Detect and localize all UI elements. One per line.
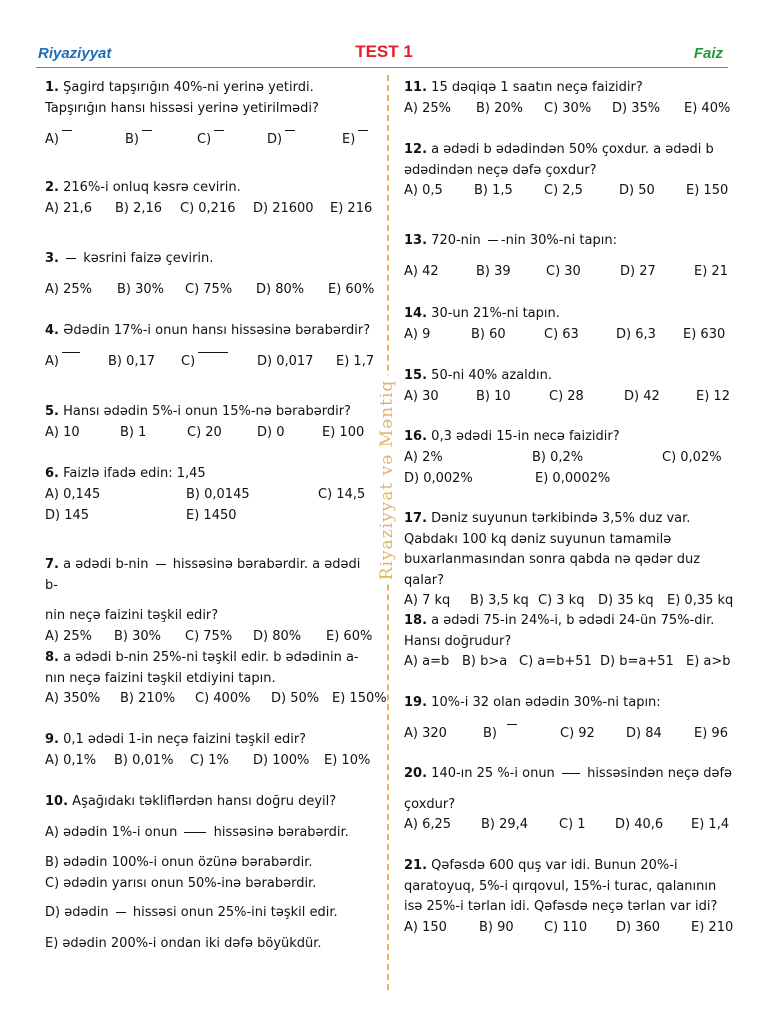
question-6: 6. Faizlə ifadə edin: 1,45 A) 0,145 B) 0,0145 C) 14,5 D) 145 E) 1450 [45,464,375,527]
option-a[interactable]: A) 2% [404,449,443,465]
option-d[interactable]: D) b=a+51 [600,654,674,669]
option-a[interactable]: A) 6,25 [404,817,452,832]
option-a[interactable]: A) 150 [404,919,447,935]
question-1: 1. Şagird tapşırığın 40%-ni yerinə yetirdi. Tapşırığın hansı hissəsi yerinə yetirilmədi? A) B) C) D) E) [45,78,375,151]
option-c[interactable]: C) 400% [195,691,251,706]
option-e[interactable]: E) 60% [328,281,375,297]
option-d[interactable]: D) ədədin hissəsi onun 25%-ini təşkil edir. [45,905,338,920]
option-b[interactable]: B) [483,724,497,745]
fraction-icon [285,130,295,131]
option-c[interactable]: C) 30% [544,100,592,116]
option-e[interactable]: E) 12 [696,388,730,404]
option-a[interactable]: A) a=b [404,654,450,669]
option-d[interactable]: D) 21600 [253,200,314,216]
option-b[interactable]: B) 60 [471,326,506,342]
option-e[interactable]: E) 10% [324,752,371,768]
option-c[interactable]: C) 14,5 [318,486,366,502]
fraction-icon [184,832,206,833]
option-a[interactable]: A) [45,352,59,373]
option-c[interactable]: C) 1% [190,752,229,768]
option-e[interactable]: E) 150% [332,691,387,706]
option-a[interactable]: A) 42 [404,263,439,279]
option-b[interactable]: B) 0,2% [532,449,584,465]
option-b[interactable]: B) 29,4 [481,817,529,832]
option-d[interactable]: D) 80% [256,281,305,297]
option-d[interactable]: D) 145 [45,507,90,523]
question-2: 2. 216%-i onluq kəsrə cevirin. A) 21,6 B) 2,16 C) 0,216 D) 21600 E) 216 [45,178,375,220]
option-a[interactable]: A) 320 [404,725,447,741]
option-c[interactable]: C) [181,352,195,373]
option-b[interactable]: B) 90 [479,919,514,935]
question-15: 15. 50-ni 40% azaldın. A) 30 B) 10 C) 28 D) 42 E) 12 [404,366,734,408]
option-e[interactable]: E) 0,0002% [535,470,611,486]
fraction-icon [62,130,72,131]
option-b[interactable]: B) [125,130,139,151]
question-11: 11. 15 dəqiqə 1 saatın neçə faizidir? A) 25% B) 20% C) 30% D) 35% E) 40% [404,78,734,120]
option-d[interactable]: D) 0,002% [404,470,473,486]
option-c[interactable]: C) 30 [546,263,581,279]
option-b[interactable]: B) 0,0145 [186,486,250,502]
question-4: 4. Ədədin 17%-i onun hansı hissəsinə bərabərdir? A) B) 0,17 C) D) 0,017 E) 1,7 [45,321,375,373]
option-d[interactable]: D) 35 kq [598,593,654,608]
option-d[interactable]: D) 50% [271,691,320,706]
option-b[interactable]: B) 1 [120,424,147,440]
option-e[interactable]: E) 1,4 [691,817,730,832]
option-e[interactable]: E) 630 [683,326,726,342]
question-14: 14. 30-un 21%-ni tapın. A) 9 B) 60 C) 63 D) 6,3 E) 630 [404,304,734,346]
question-17: 17. Dəniz suyunun tərkibində 3,5% duz var. Qabdakı 100 kq dəniz suyunun tamamilə buxarlanmasından sonra qabda nə qədər duz qalar? A) 7 kq B) 3,5 kq C) 3 kq D) 35 kq E) 0,35 kq [404,509,734,612]
option-b[interactable]: B) 3,5 kq [470,593,529,608]
option-e[interactable]: E) 150 [686,183,729,198]
option-b[interactable]: B) 0,01% [114,752,174,768]
question-18: 18. a ədədi 75-in 24%-i, b ədədi 24-ün 75%-dir. Hansı doğrudur? A) a=b B) b>a C) a=b+51 D) b=a+51 E) a>b [404,611,734,673]
option-d[interactable]: D) 6,3 [616,326,656,342]
fraction-icon [62,352,80,353]
option-e[interactable]: E) 0,35 kq [667,593,734,608]
option-c[interactable]: C) 110 [544,919,588,935]
option-e[interactable]: E) [342,130,355,151]
question-12: 12. a ədədi b ədədindən 50% çoxdur. a ədədi b ədədindən neçə dəfə çoxdur? A) 0,5 B) 1,5 C) 2,5 D) 50 E) 150 [404,140,734,202]
option-a[interactable]: A) 30 [404,388,439,404]
option-a[interactable]: A) 7 kq [404,593,451,608]
question-13: 13. 720-nin -nin 30%-ni tapın: A) 42 B) 39 C) 30 D) 27 E) 21 [404,231,734,283]
option-e[interactable]: E) 1450 [186,507,237,523]
question-5: 5. Hansı ədədin 5%-i onun 15%-nə bərabərdir? A) 10 B) 1 C) 20 D) 0 E) 100 [45,402,375,444]
option-e[interactable]: E) 100 [322,424,365,440]
fraction-icon [198,352,228,353]
header-subject: Riyaziyyat [38,45,112,62]
option-a[interactable]: A) ədədin 1%-i onun hissəsinə bərabərdir. [45,824,349,840]
option-b[interactable]: B) 39 [476,263,511,279]
question-9: 9. 0,1 ədədi 1-in neçə faizini təşkil edir? A) 0,1% B) 0,01% C) 1% D) 100% E) 10% [45,730,375,772]
option-b[interactable]: B) 210% [120,691,176,706]
option-e[interactable]: E) 210 [691,919,734,935]
option-e[interactable]: E) a>b [686,654,731,669]
option-a[interactable]: A) 21,6 [45,200,93,216]
fraction-icon [358,130,368,131]
option-e[interactable]: E) 96 [694,725,728,741]
option-e[interactable]: E) 60% [326,628,373,644]
option-a[interactable]: A) 0,1% [45,752,97,768]
option-e[interactable]: E) 216 [330,200,373,216]
option-c[interactable]: C) 92 [560,725,595,741]
option-d[interactable]: D) 27 [620,263,656,279]
option-b[interactable]: B) 10 [476,388,511,404]
option-a[interactable]: A) 9 [404,326,431,342]
question-20: 20. 140-ın 25 %-i onun hissəsindən neçə dəfə çoxdur? A) 6,25 B) 29,4 C) 1 D) 40,6 E) 1,4 [404,764,734,836]
fraction-icon [142,130,152,131]
option-d[interactable]: D) 0 [257,424,285,440]
option-a[interactable]: A) 25% [404,100,451,116]
question-19: 19. 10%-i 32 olan ədədin 30%-ni tapın: A) 320 B) C) 92 D) 84 E) 96 [404,693,734,745]
header-topic: Faiz [693,45,723,62]
page-header [0,42,768,68]
header-divider [36,67,728,68]
option-c[interactable]: C) 0,02% [662,449,722,465]
question-16: 16. 0,3 ədədi 15-in necə faizidir? A) 2% B) 0,2% C) 0,02% D) 0,002% E) 0,0002% [404,427,734,490]
fraction-icon [66,258,76,259]
question-7: 7. a ədədi b-nin hissəsinə bərabərdir. a ədədi b- nin neçə faizini təşkil edir? A) 25% B) 30% C) 75% D) 80% E) 60% [45,555,375,648]
option-d[interactable]: D) 40,6 [615,817,664,832]
option-d[interactable]: D) [267,130,282,151]
option-e[interactable]: E) 21 [694,263,728,279]
option-b[interactable]: B) 2,16 [115,200,163,216]
option-d[interactable]: D) 360 [616,919,661,935]
option-d[interactable]: D) 84 [626,725,662,741]
option-c[interactable]: C) 3 kq [538,593,585,608]
option-c[interactable]: C) 63 [544,326,579,342]
fraction-icon [507,724,517,725]
option-c[interactable]: C) [197,130,211,151]
option-b[interactable]: B) 30% [114,628,162,644]
option-a[interactable]: A) 10 [45,424,80,440]
option-c[interactable]: C) a=b+51 [519,654,592,669]
question-10: 10. Aşağıdakı təkliflərdən hansı doğru deyil? A) ədədin 1%-i onun hissəsinə bərabərdir. B) ədədin 100%-i onun özünə bərabərdir. C) ədədin yarısı onun 50%-inə bərabərdir. D) ədədin hissəsi onun 25%-ini təşkil edir. E) ədədin 200%-i ondan iki dəfə böyükdür. [45,792,380,954]
option-d[interactable]: D) 42 [624,388,660,404]
option-a[interactable]: A) 0,5 [404,183,443,198]
header-title: TEST 1 [355,42,413,61]
option-b[interactable]: B) 1,5 [474,183,513,198]
option-d[interactable]: D) 80% [253,628,302,644]
option-a[interactable]: A) 25% [45,628,92,644]
fraction-icon [156,564,166,565]
option-d[interactable]: D) 100% [253,752,310,768]
option-d[interactable]: D) 35% [612,100,661,116]
option-c[interactable]: C) 75% [185,281,233,297]
option-c[interactable]: C) 2,5 [544,183,583,198]
option-b[interactable]: B) 0,17 [108,353,156,369]
option-b[interactable]: B) 20% [476,100,524,116]
question-8: 8. a ədədi b-nin 25%-ni təşkil edir. b ədədinin a-nın neçə faizini təşkil etdiyini tapın. A) 350% B) 210% C) 400% D) 50% E) 150% [45,648,375,710]
option-a[interactable]: A) 0,145 [45,486,101,502]
question-21: 21. Qəfəsdə 600 quş var idi. Bunun 20%-i qaratoyuq, 5%-i qırqovul, 15%-i turac, qalanının isə 25%-i tərlan idi. Qəfəsdə neçə tərlan var idi? A) 150 B) 90 C) 110 D) 360 E) 210 [404,856,734,939]
option-c[interactable]: C) 20 [187,424,222,440]
option-c[interactable]: C) 0,216 [180,200,236,216]
option-b[interactable]: B) 30% [117,281,165,297]
option-d[interactable]: D) 0,017 [257,353,314,369]
option-b[interactable]: B) b>a [462,654,508,669]
option-a[interactable]: A) 25% [45,281,92,297]
fraction-icon [116,912,126,913]
option-c[interactable]: C) 28 [549,388,584,404]
option-d[interactable]: D) 50 [619,183,655,198]
question-3: 3. kəsrini faizə çevirin. A) 25% B) 30% C) 75% D) 80% E) 60% [45,249,375,301]
option-c[interactable]: C) 75% [185,628,233,644]
fraction-icon [562,773,580,774]
option-a[interactable]: A) 350% [45,691,101,706]
fraction-icon [214,130,224,131]
fraction-icon [488,240,498,241]
option-a[interactable]: A) [45,130,59,151]
watermark: Riyaziyyat və Məntiq [377,376,397,585]
option-e[interactable]: E) ədədin 200%-i ondan iki dəfə böyükdür. [45,935,322,951]
option-c[interactable]: C) 1 [559,817,586,832]
option-b[interactable]: B) ədədin 100%-i onun özünə bərabərdir. [45,855,313,870]
option-e[interactable]: E) 1,7 [336,353,375,369]
option-c[interactable]: C) ədədin yarısı onun 50%-inə bərabərdir. [45,875,317,891]
option-e[interactable]: E) 40% [684,100,731,116]
